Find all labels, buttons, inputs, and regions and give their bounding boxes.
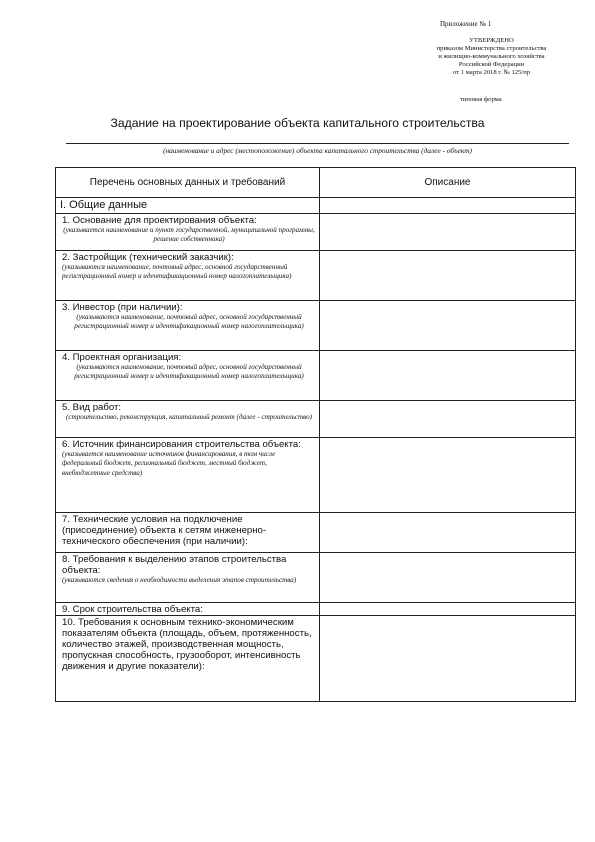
requirement-cell (56, 214, 320, 251)
requirement-title: 6. Источник финансирования строительства объекта: (62, 439, 301, 450)
description-cell[interactable] (320, 553, 576, 603)
requirement-cell (56, 401, 320, 438)
description-cell[interactable] (320, 351, 576, 401)
column-header-requirements: Перечень основных данных и требований (56, 168, 320, 198)
requirement-cell (56, 603, 320, 616)
document-title: Задание на проектирование объекта капитального строительства (110, 116, 485, 130)
table-rows (56, 214, 576, 702)
approval-line: УТВЕРЖДЕНО (469, 37, 514, 44)
description-cell[interactable] (320, 603, 576, 616)
table-row (56, 251, 576, 301)
requirement-title: 10. Требования к основным технико-экономическим показателям объекта (площадь, объем, протяженность, количество этажей, производственная мощность, пропускная способность, грузооборот, интенсивность движения и другие показатели): (62, 617, 312, 672)
description-cell[interactable] (320, 513, 576, 553)
requirement-hint: (указываются наименование, почтовый адрес, основной государственный регистрационный номер и идентификационный номер налогоплательщика) (74, 313, 304, 331)
requirement-title: 5. Вид работ: (62, 402, 122, 413)
description-cell[interactable] (320, 438, 576, 513)
table-row (56, 214, 576, 251)
description-cell[interactable] (320, 301, 576, 351)
object-name-caption: (наименование и адрес (местоположение) объекта капитального строительства (далее - объект) (163, 146, 472, 155)
approval-line: Российской Федерации (458, 61, 525, 68)
approval-line: от 1 марта 2018 г. № 125/пр (452, 69, 531, 76)
requirement-hint: (указывается наименование источников финансирования, в том числе федеральный бюджет, региональный бюджет, местный бюджет, внебюджетные средства) (62, 450, 276, 477)
object-name-field-line[interactable] (66, 143, 569, 144)
appendix-label: Приложение № 1 (440, 20, 492, 28)
description-cell[interactable] (320, 616, 576, 702)
requirement-hint: (строительство, реконструкция, капитальный ремонт (далее - строительство) (66, 413, 312, 421)
description-cell[interactable] (320, 214, 576, 251)
requirement-title: 2. Застройщик (технический заказчик): (62, 252, 234, 263)
table-header-row (56, 168, 576, 198)
requirement-hint: (указываются наименование, почтовый адрес, основной государственный регистрационный номер и идентификационный номер налогоплательщика) (74, 363, 304, 381)
requirement-title: 4. Проектная организация: (62, 352, 182, 363)
requirement-cell (56, 351, 320, 401)
requirement-title: 3. Инвестор (при наличии): (62, 302, 183, 313)
section-row (56, 198, 576, 214)
requirement-cell (56, 438, 320, 513)
column-header-description: Описание (320, 168, 576, 198)
section-description-cell[interactable] (320, 198, 576, 214)
requirement-cell (56, 616, 320, 702)
table-row (56, 301, 576, 351)
section-title-cell (56, 198, 320, 214)
description-cell[interactable] (320, 401, 576, 438)
requirements-table (55, 167, 576, 702)
table-row (56, 401, 576, 438)
section-title: I. Общие данные (60, 199, 148, 211)
description-cell[interactable] (320, 251, 576, 301)
requirement-title: 9. Срок строительства объекта: (62, 604, 203, 615)
requirement-cell (56, 513, 320, 553)
approval-block (424, 37, 559, 77)
table-row (56, 616, 576, 702)
approval-line: приказом Министерства строительства (436, 45, 547, 52)
table-row (56, 513, 576, 553)
requirement-cell (56, 251, 320, 301)
requirement-cell (56, 301, 320, 351)
form-type-label: типовая форма (460, 96, 502, 103)
table-row (56, 438, 576, 513)
requirement-hint: (указываются сведения о необходимости выделения этапов строительства) (62, 576, 297, 584)
table-row (56, 553, 576, 603)
requirement-title: 8. Требования к выделению этапов строительства объекта: (62, 554, 287, 576)
table-row (56, 603, 576, 616)
table-row (56, 351, 576, 401)
requirement-hint: (указывается наименование и пункт государственной, муниципальной программы, решение собственника) (63, 226, 315, 244)
requirement-title: 7. Технические условия на подключение (присоединение) объекта к сетям инженерно-технического обеспечения (при наличии): (62, 514, 267, 547)
requirement-cell (56, 553, 320, 603)
requirement-title: 1. Основание для проектирования объекта: (62, 215, 257, 226)
requirement-hint: (указываются наименование, почтовый адрес, основной государственный регистрационный номер и идентификационный номер налогоплательщика) (62, 263, 292, 281)
approval-line: и жилищно-коммунального хозяйства (438, 53, 545, 60)
